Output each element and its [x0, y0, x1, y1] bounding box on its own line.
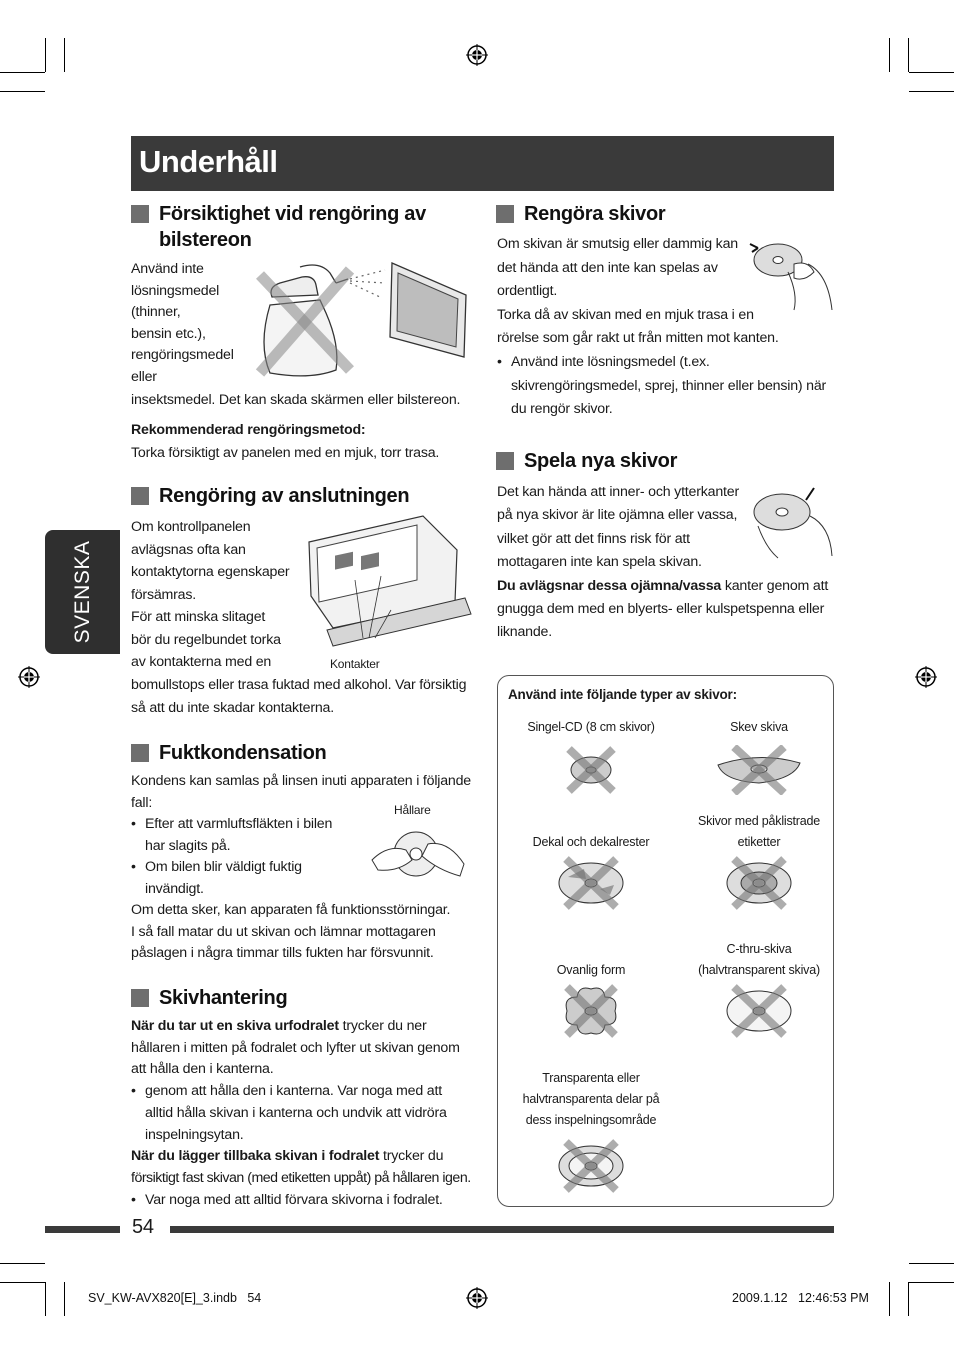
section-heading-connector-cleaning: Rengöring av anslutningen [159, 483, 409, 509]
unusual-shape-disc-crossed-icon [559, 983, 623, 1039]
s1-line: bensin etc.), [131, 325, 206, 342]
disc-label-unusual-shape: Ovanlig form [556, 963, 626, 977]
page-rule-right [170, 1226, 834, 1233]
s3-bullet: • Efter att varmluftsfläkten i bilen [131, 814, 476, 836]
s6-bold: Du avlägsnar dessa ojämna/vassa [497, 577, 722, 594]
s3-line: påslagen i några timmar tills fukten har försvunnit. [131, 945, 434, 961]
s5-line: ordentligt. [497, 283, 558, 300]
s6-line: Det kan hända att inner- och ytterkanter [497, 484, 739, 500]
s3-line: har slagits på. [145, 837, 231, 854]
registration-mark-icon [466, 1287, 488, 1309]
s6-line: liknande. [497, 624, 552, 641]
s6-line: på nya skivor är lite ojämna eller vassa, [497, 507, 738, 524]
footer-timestamp: 2009.1.12 12:46:53 PM [732, 1291, 869, 1305]
s4-p1-rest: trycker du ner [338, 1018, 427, 1034]
s2-tail-1: bomullstops eller trasa fuktad med alkohol. Var försiktig [131, 677, 467, 693]
s4-line: inspelningsytan. [145, 1126, 244, 1143]
s2-line: bör du regelbundet torka [131, 631, 281, 648]
disc-label-line: halvtransparenta delar på [522, 1092, 660, 1106]
crop-mark [889, 38, 890, 72]
disc-label-line: Skivor med påklistrade [697, 814, 821, 828]
labeled-disc-crossed-icon [724, 855, 794, 911]
page-title-bar [131, 136, 834, 191]
disc-label-label-stickers [669, 811, 849, 853]
language-tab [45, 530, 120, 654]
s1-recommendation-text: Torka försiktigt av panelen med en mjuk, torr trasa. [131, 445, 440, 461]
disc-box-title: Använd inte följande typer av skivor: [508, 687, 737, 702]
s4-line: att hålla den i kanterna. [131, 1061, 274, 1078]
s4-bullet: • Var noga med att alltid förvara skivorna i fodralet. [131, 1190, 481, 1212]
s5-line: det hända att den inte kan spelas av [497, 259, 718, 276]
s3-line: I så fall matar du ut skivan och lämnar mottagaren [131, 923, 436, 940]
s3-line: fall: [131, 794, 153, 811]
crop-mark [45, 38, 46, 72]
warped-disc-crossed-icon [714, 745, 804, 795]
page-number: 54 [132, 1216, 154, 1238]
s4-bullet: • genom att hålla den i kanterna. Var noga med att [131, 1081, 481, 1103]
sticker-residue-disc-crossed-icon [556, 855, 626, 911]
s1-line: eller [131, 368, 157, 385]
crop-mark [45, 1282, 46, 1316]
crop-mark [909, 1263, 954, 1264]
c-thru-disc-crossed-icon [724, 983, 794, 1039]
heading-square-icon [496, 452, 514, 470]
page-title: Underhåll [139, 144, 278, 179]
language-tab-label: SVENSKA [70, 540, 94, 644]
holder-caption: Hållare [394, 803, 431, 817]
s3-bullet: • Om bilen blir väldigt fuktig [131, 857, 476, 879]
s4-p2-bold: När du lägger tillbaka skivan i fodralet [131, 1148, 380, 1165]
s2-line: försämras. [131, 586, 197, 603]
crop-mark [908, 1282, 909, 1316]
s5-line: du rengör skivor. [511, 401, 613, 418]
s6-rest: kanter genom att [721, 577, 829, 594]
disc-label-line: (halvtransparent skiva) [698, 963, 820, 977]
section-heading-new-discs: Spela nya skivor [524, 448, 677, 474]
transparent-parts-disc-crossed-icon [556, 1138, 626, 1194]
s5-line: skivrengöringsmedel, sprej, thinner eller bensin) när [511, 377, 827, 394]
s6-line: vilket gör att det finns risk för att [497, 530, 690, 547]
heading-square-icon [131, 744, 149, 762]
registration-mark-icon [915, 666, 937, 688]
disc-edge-pen-illustration [748, 486, 834, 560]
receiver-connectors-illustration [305, 510, 475, 650]
heading-square-icon [496, 205, 514, 223]
s4-p1-bold: När du tar ut en skiva urfodralet [131, 1018, 339, 1034]
crop-mark [909, 1282, 954, 1283]
crop-mark [0, 1263, 45, 1264]
crop-mark [909, 91, 954, 92]
disc-label-line: dess inspelningsområde [525, 1113, 657, 1127]
disc-label-line: etiketter [737, 835, 781, 849]
crop-mark [64, 1282, 65, 1316]
s1-line: (thinner, [131, 304, 181, 321]
s3-line: Kondens kan samlas på linsen inuti apparaten i följande [131, 773, 471, 789]
disc-label-line: Transparenta eller [542, 1071, 640, 1085]
s1-line: Använd inte [131, 261, 204, 277]
heading-square-icon [131, 487, 149, 505]
s2-line: avlägsnas ofta kan [131, 541, 246, 558]
disc-holder-hands-illustration [368, 820, 468, 882]
s1-line: lösningsmedel [131, 282, 220, 299]
s1-tail: insektsmedel. Det kan skada skärmen eller bilstereon. [131, 392, 461, 408]
s6-line: mottagaren inte kan spela skivan. [497, 554, 702, 571]
section-heading-condensation: Fuktkondensation [159, 740, 326, 766]
crop-mark [0, 1282, 45, 1283]
s2-line: av kontakterna med en [131, 654, 272, 670]
s6-line: gnugga dem med en blyerts- eller kulspetspenna eller [497, 601, 825, 618]
s2-text [131, 516, 306, 674]
crop-mark [889, 1282, 890, 1316]
s2-line: Om kontrollpanelen [131, 519, 251, 535]
s5-bullet: • Använd inte lösningsmedel (t.ex. [497, 351, 833, 375]
s1-line: rengöringsmedel [131, 347, 234, 364]
s5-line: rörelse som går rakt ut från mitten mot kanten. [497, 330, 779, 347]
disc-label-line: C-thru-skiva [726, 942, 792, 956]
crop-mark [908, 38, 909, 72]
footer-file: SV_KW-AVX820[E]_3.indb 54 [88, 1291, 262, 1305]
connectors-caption: Kontakter [330, 657, 380, 671]
crop-mark [909, 72, 954, 73]
spray-bottle-crossed-illustration [240, 255, 470, 385]
s3-line: Om detta sker, kan apparaten få funktionsstörningar. [131, 902, 451, 918]
s4-line: försiktigt fast skivan (med etiketten uppåt) på hållaren igen. [131, 1169, 471, 1186]
s2-line: För att minska slitaget [131, 609, 266, 625]
heading-square-icon [131, 989, 149, 1007]
s4-text [131, 1016, 481, 1211]
s1-recommendation-label: Rekommenderad rengöringsmetod: [131, 422, 366, 438]
disc-wiping-illustration [748, 234, 834, 312]
heading-square-icon [131, 205, 149, 223]
s4-p2-rest: trycker du [379, 1148, 444, 1165]
disc-label-warped: Skev skiva [730, 720, 788, 734]
disc-label-c-thru [669, 939, 849, 981]
crop-mark [0, 72, 45, 73]
s2-line: kontaktytorna egenskaper [131, 564, 290, 580]
s5-line: Torka då av skivan med en mjuk trasa i en [497, 306, 754, 323]
registration-mark-icon [466, 44, 488, 66]
disc-label-single-cd: Singel-CD (8 cm skivor) [527, 720, 655, 734]
s4-line: alltid hålla skivan i kanterna och undvik att vidröra [145, 1104, 447, 1121]
s4-line: hållaren i mitten på fodralet och lyfter ut skivan genom [131, 1039, 460, 1056]
disc-label-transparent-parts [501, 1068, 681, 1131]
section-heading-cleaning-caution: Försiktighet vid rengöring av bilstereon [159, 201, 449, 253]
crop-mark [64, 38, 65, 72]
s2-tail-2: så att du inte skadar kontakterna. [131, 700, 334, 716]
s5-line: Om skivan är smutsig eller dammig kan [497, 236, 738, 252]
disc-label-sticker-residue: Dekal och dekalrester [532, 835, 650, 849]
section-heading-disc-handling: Skivhantering [159, 985, 287, 1011]
registration-mark-icon [18, 666, 40, 688]
s3-line: invändigt. [145, 880, 204, 897]
section-heading-cleaning-discs: Rengöra skivor [524, 201, 665, 227]
single-cd-crossed-icon [561, 745, 621, 795]
crop-mark [0, 91, 45, 92]
page-rule-left [45, 1226, 120, 1233]
